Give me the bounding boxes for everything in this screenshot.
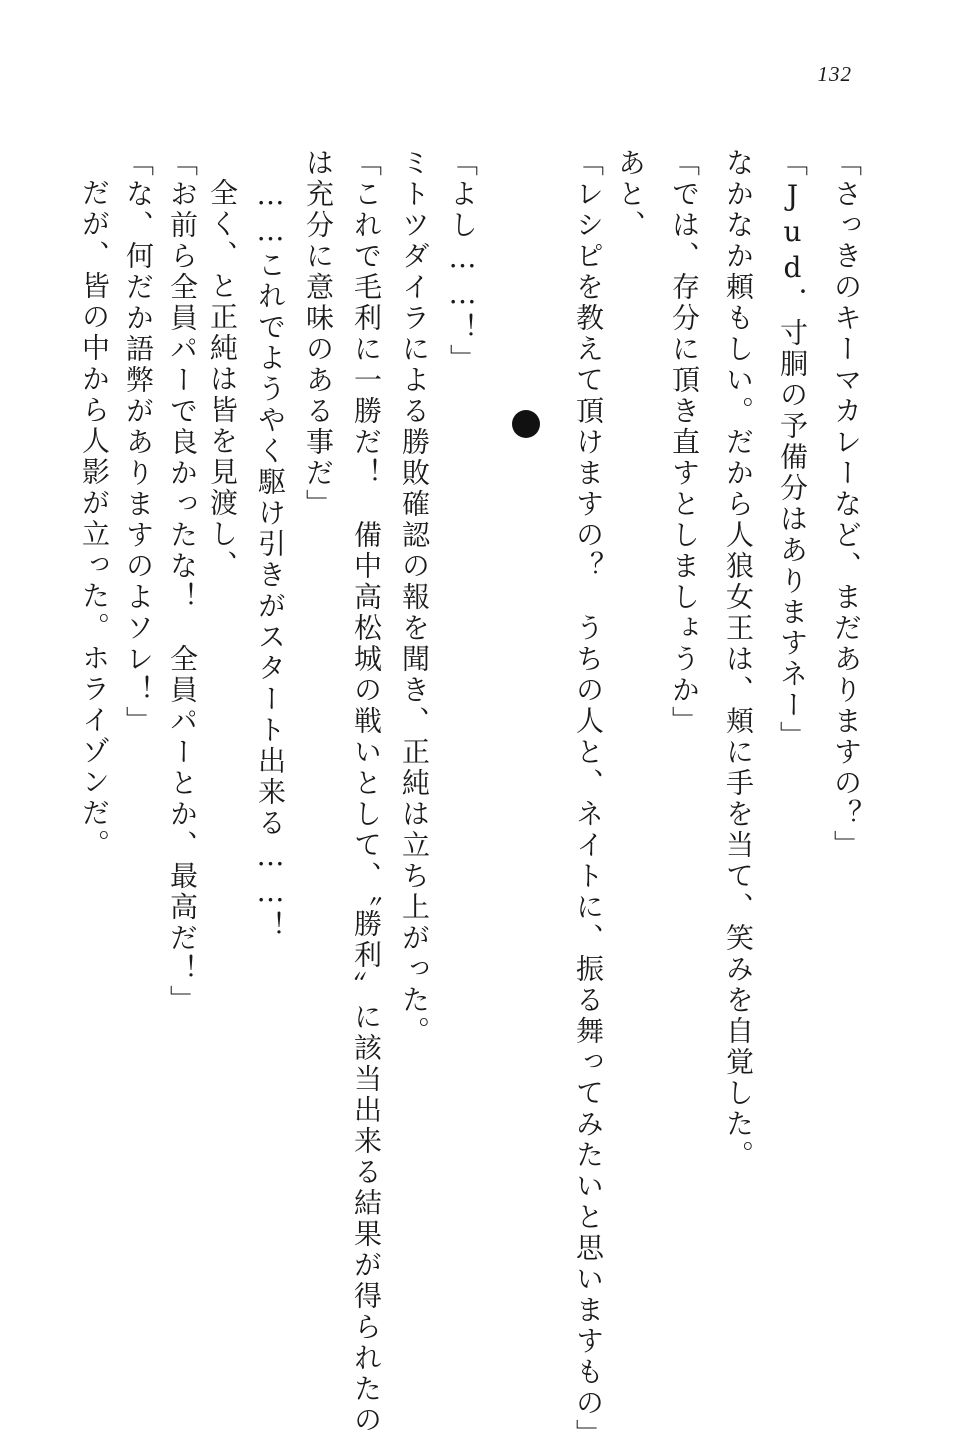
text-line: 「お前ら全員パーで良かったな！ 全員パーとか、最高だ！」 <box>166 148 199 1016</box>
text-line: 「Jud．寸胴の予備分はありますネー」 <box>776 148 809 752</box>
page-number: 132 <box>817 62 852 86</box>
scene-break-mark <box>512 410 540 438</box>
text-line: 「さっきのキーマカレーなど、まだありますの？」 <box>830 148 863 861</box>
text-line: 「これで毛利に一勝だ！ 備中高松城の戦いとして、〝勝利〟に該当出来る結果が得られたの <box>350 148 383 1436</box>
text-line: 「では、存分に頂き直すとしましょうか」 <box>668 148 701 737</box>
text-line: あと、 <box>614 148 647 241</box>
text-line: 「レシピを教えて頂けますの？ うちの人と、ネイトに、振る舞ってみたいと思いますもの」 <box>572 148 605 1450</box>
text-line: は充分に意味のある事だ」 <box>302 148 335 520</box>
text-line: なかなか頼もしい。だから人狼女王は、頬に手を当て、笑みを自覚した。 <box>722 148 755 1171</box>
text-line: 「な、何だか語弊がありますのよソレ！」 <box>122 148 155 737</box>
text-line: 全く、と正純は皆を見渡し、 <box>206 178 239 581</box>
text-line: ……これでようやく駆け引きがスタート出来る……！ <box>254 178 287 942</box>
text-line: だが、皆の中から人影が立った。ホライゾンだ。 <box>78 178 111 860</box>
text-line: ミトツダイラによる勝敗確認の報を聞き、正純は立ち上がった。 <box>398 148 431 1047</box>
text-line: 「よし……！」 <box>446 148 479 375</box>
